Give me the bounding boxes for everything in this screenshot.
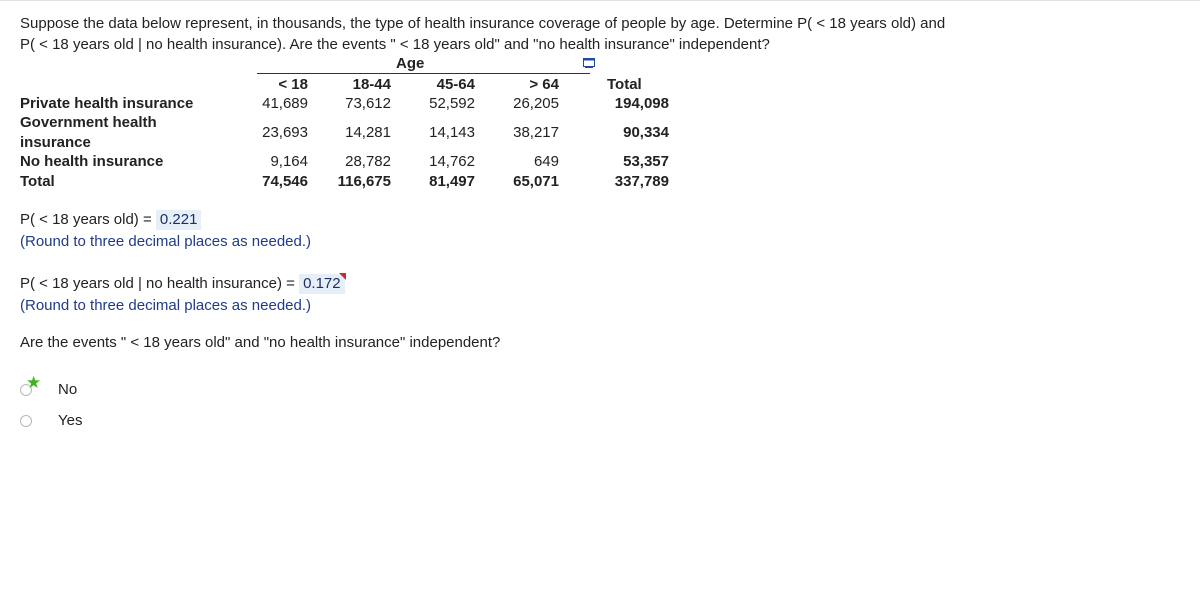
part-2 bbox=[20, 273, 345, 317]
part-2-answer-value: 0.172 bbox=[303, 275, 341, 292]
table-cell: 23,693 bbox=[262, 124, 308, 141]
table-cell: 41,689 bbox=[262, 95, 308, 112]
table-cell: 28,782 bbox=[345, 153, 391, 170]
row-label-no-insurance: No health insurance bbox=[20, 153, 164, 170]
table-cell-total: 65,071 bbox=[513, 173, 559, 190]
table-cell: 14,762 bbox=[429, 153, 475, 170]
table-cell-total: 74,546 bbox=[262, 173, 308, 190]
table-cell-total: 53,357 bbox=[623, 153, 669, 170]
table-cell-total: 81,497 bbox=[429, 173, 475, 190]
column-header-over-64: > 64 bbox=[529, 76, 559, 93]
table-cell: 52,592 bbox=[429, 95, 475, 112]
table-cell: 38,217 bbox=[513, 124, 559, 141]
column-header-under-18: < 18 bbox=[278, 76, 308, 93]
radio-yes[interactable] bbox=[20, 415, 32, 427]
age-header-rule bbox=[257, 73, 590, 74]
part-3 bbox=[20, 332, 500, 354]
option-yes[interactable] bbox=[20, 412, 82, 429]
option-no[interactable] bbox=[20, 373, 78, 398]
table-cell: 26,205 bbox=[513, 95, 559, 112]
part-1 bbox=[20, 209, 311, 253]
question-line-2: P( < 18 years old | no health insurance). Are the events " < 18 years old" and "no health insurance" independent? bbox=[20, 36, 770, 53]
part-1-prompt: P( < 18 years old) = bbox=[20, 211, 152, 228]
part-1-answer-field[interactable]: 0.221 bbox=[156, 210, 202, 230]
top-divider bbox=[0, 0, 1200, 1]
data-table bbox=[20, 55, 680, 195]
option-yes-label: Yes bbox=[58, 412, 83, 429]
table-cell-total: 194,098 bbox=[614, 95, 669, 112]
row-label-total: Total bbox=[20, 173, 55, 190]
part-1-hint: (Round to three decimal places as needed.) bbox=[20, 233, 312, 250]
part-3-prompt: Are the events " < 18 years old" and "no health insurance" independent? bbox=[20, 334, 501, 351]
table-cell-total: 116,675 bbox=[337, 173, 391, 190]
column-header-total: Total bbox=[607, 76, 642, 93]
row-label-government-line-2: insurance bbox=[20, 134, 91, 151]
copy-table-icon[interactable] bbox=[583, 58, 595, 68]
row-label-private: Private health insurance bbox=[20, 95, 194, 112]
question-line-1: Suppose the data below represent, in thousands, the type of health insurance coverage of people by age. Determine P( < 18 years old) and bbox=[20, 15, 946, 32]
part-2-hint: (Round to three decimal places as needed.) bbox=[20, 297, 312, 314]
table-cell: 649 bbox=[533, 153, 559, 170]
table-cell: 73,612 bbox=[345, 95, 391, 112]
part-2-prompt: P( < 18 years old | no health insurance) = bbox=[20, 275, 295, 292]
option-no-label: No bbox=[58, 381, 78, 398]
table-cell: 14,143 bbox=[429, 124, 475, 141]
column-header-18-44: 18-44 bbox=[352, 76, 391, 93]
table-cell-total: 90,334 bbox=[623, 124, 669, 141]
row-label-government-line-1: Government health bbox=[20, 114, 157, 131]
column-header-45-64: 45-64 bbox=[436, 76, 475, 93]
table-cell: 9,164 bbox=[270, 153, 308, 170]
table-cell-grand-total: 337,789 bbox=[614, 173, 669, 190]
correct-star-icon: ★ bbox=[26, 373, 42, 392]
part-2-answer-field[interactable] bbox=[299, 274, 345, 294]
table-cell: 14,281 bbox=[345, 124, 391, 141]
question-text bbox=[20, 13, 1020, 55]
age-group-header: Age bbox=[396, 55, 425, 72]
